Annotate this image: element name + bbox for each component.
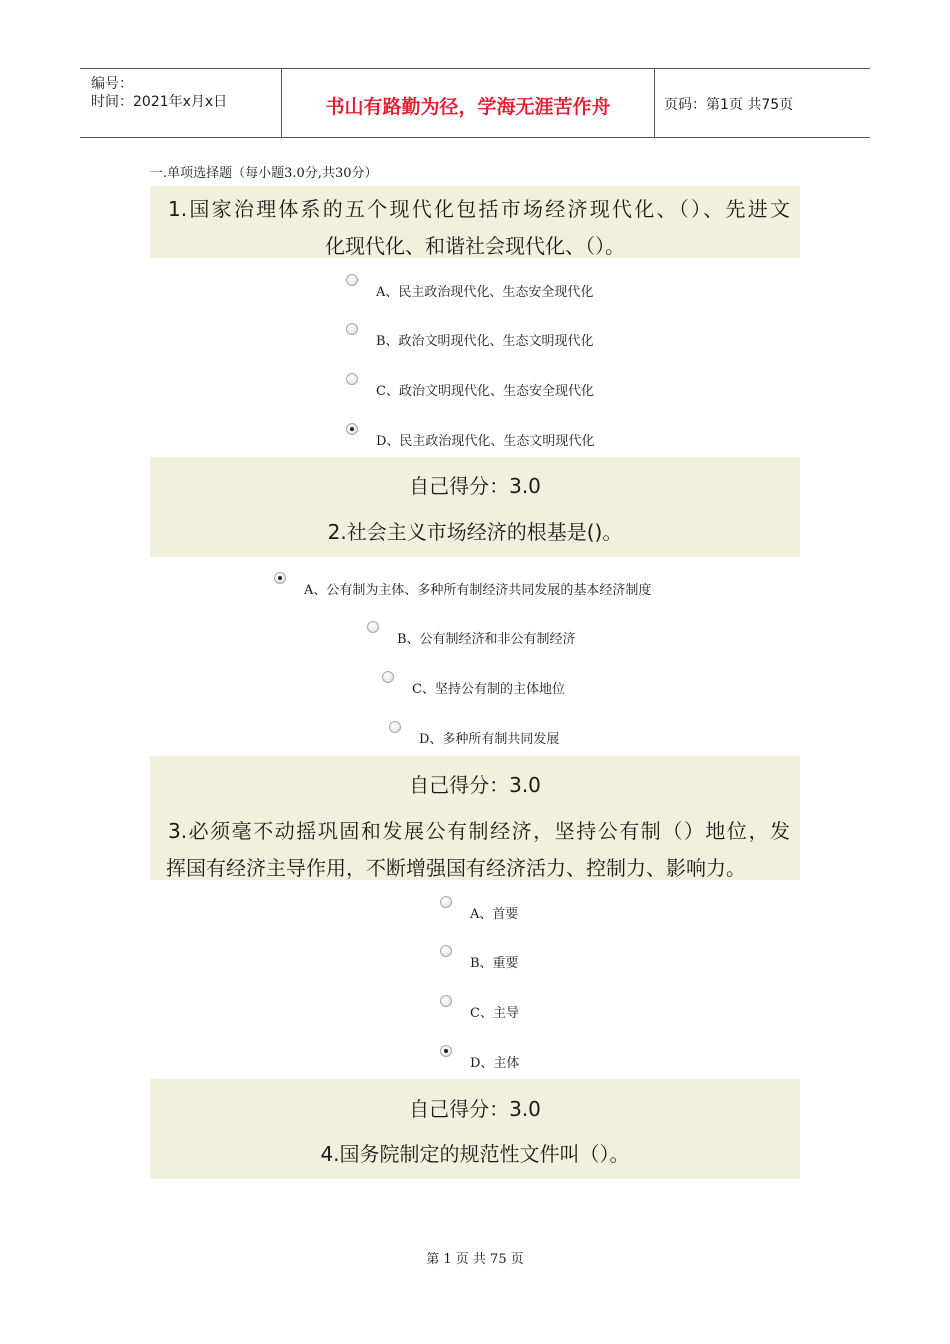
page-footer: 第 1 页 共 75 页 xyxy=(426,1252,524,1267)
document-header xyxy=(80,68,870,138)
q2-option-a-radio[interactable] xyxy=(274,572,286,584)
q2-option-d-radio[interactable] xyxy=(389,721,401,733)
q2-option-d-label: D、多种所有制共同发展 xyxy=(419,732,560,747)
q1-option-d-radio[interactable] xyxy=(346,423,358,435)
question-2-score: 自己得分：3.0 xyxy=(409,773,541,797)
q1-option-a-radio[interactable] xyxy=(346,274,358,286)
q3-option-c-label: C、主导 xyxy=(470,1006,519,1021)
q3-option-c-radio[interactable] xyxy=(440,995,452,1007)
q1-option-d-label: D、民主政治现代化、生态文明现代化 xyxy=(376,434,595,449)
q3-option-d-label: D、主体 xyxy=(470,1056,520,1071)
q2-option-b-label: B、公有制经济和非公有制经济 xyxy=(397,632,576,647)
q1-option-b-radio[interactable] xyxy=(346,323,358,335)
q2-option-c-label: C、坚持公有制的主体地位 xyxy=(412,682,565,697)
question-2-line1: 2.社会主义市场经济的根基是()。 xyxy=(327,520,623,544)
header-page-info: 页码：第1页 共75页 xyxy=(664,97,794,113)
q3-option-b-label: B、重要 xyxy=(470,956,519,971)
header-motto-cell xyxy=(282,69,655,137)
q1-option-a-label: A、民主政治现代化、生态安全现代化 xyxy=(376,285,594,300)
q2-option-b-radio[interactable] xyxy=(367,621,379,633)
header-motto: 书山有路勤为径，学海无涯苦作舟 xyxy=(325,96,611,118)
q2-option-a-label: A、公有制为主体、多种所有制经济共同发展的基本经济制度 xyxy=(304,583,652,598)
q1-option-b-label: B、政治文明现代化、生态文明现代化 xyxy=(376,334,594,349)
document-time: 时间：2021年x月x日 xyxy=(91,94,228,110)
question-4-line1: 4.国务院制定的规范性文件叫（）。 xyxy=(320,1142,630,1166)
q3-option-b-radio[interactable] xyxy=(440,945,452,957)
question-1-line2: 化现代化、和谐社会现代化、（）。 xyxy=(325,234,625,258)
section-title: 一.单项选择题（每小题3.0分,共30分） xyxy=(150,166,378,181)
q1-option-c-radio[interactable] xyxy=(346,373,358,385)
q3-option-d-radio[interactable] xyxy=(440,1045,452,1057)
question-3-score: 自己得分：3.0 xyxy=(409,1097,541,1121)
question-1-score: 自己得分：3.0 xyxy=(409,474,541,498)
q3-option-a-label: A、首要 xyxy=(470,907,519,922)
question-3-line1: 3.必须毫不动摇巩固和发展公有制经济，坚持公有制（）地位，发 xyxy=(168,819,790,843)
q3-option-a-radio[interactable] xyxy=(440,896,452,908)
q2-option-c-radio[interactable] xyxy=(382,671,394,683)
document-number-label: 编号： xyxy=(91,76,133,92)
question-1-line1: 1.国家治理体系的五个现代化包括市场经济现代化、（）、先进文 xyxy=(168,197,790,221)
header-meta-cell xyxy=(80,69,282,137)
question-3-line2: 挥国有经济主导作用，不断增强国有经济活力、控制力、影响力。 xyxy=(166,856,746,880)
header-page-cell xyxy=(655,69,870,137)
q1-option-c-label: C、政治文明现代化、生态安全现代化 xyxy=(376,384,594,399)
